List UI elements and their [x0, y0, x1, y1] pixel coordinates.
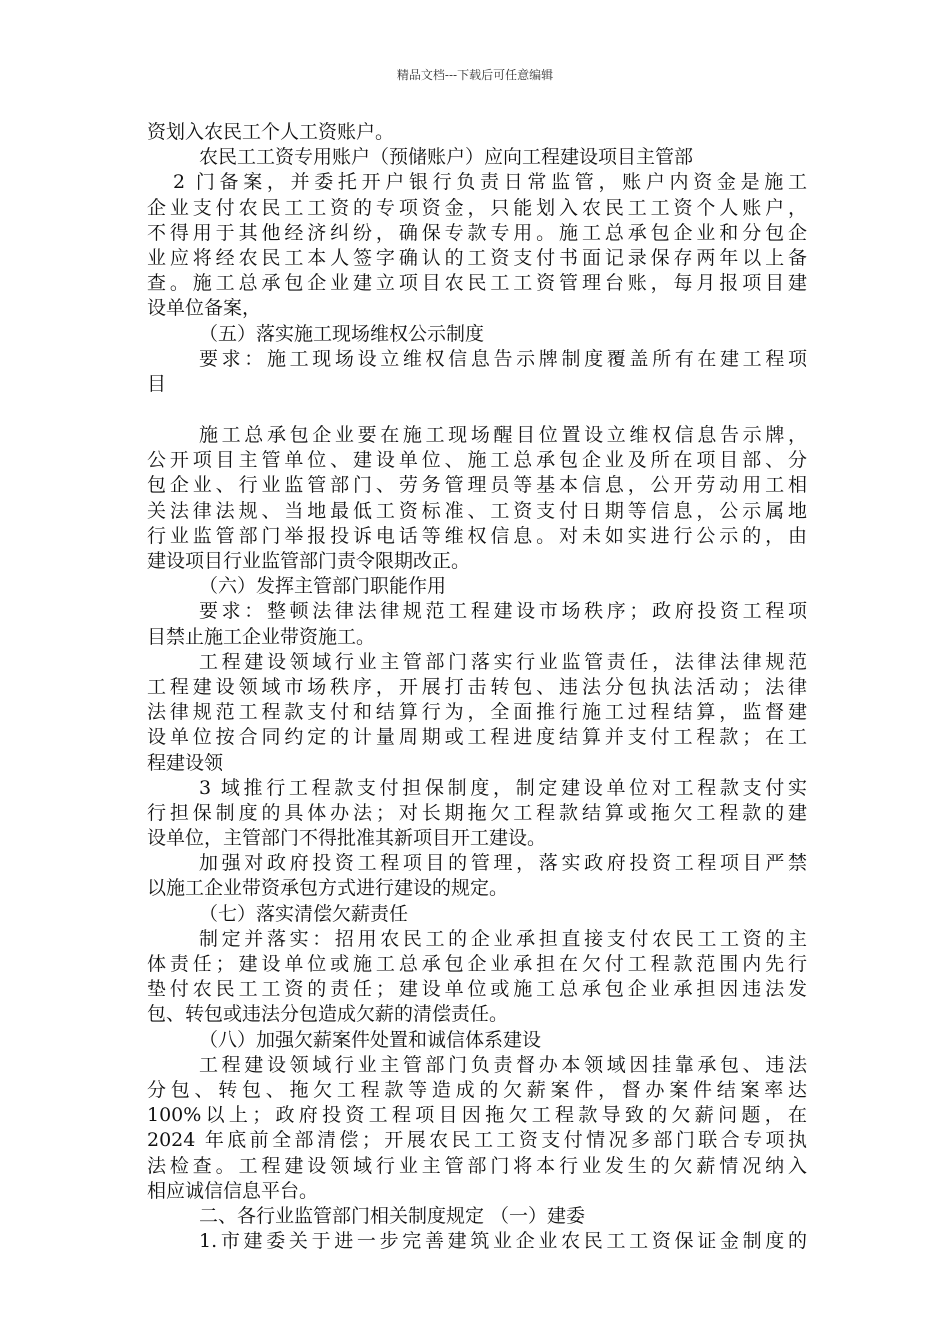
document-body — [147, 120, 807, 1254]
text-line: 查。施工总承包企业建立项目农民工工资管理台账，每月报项目建 — [147, 272, 807, 295]
text-line: 分包、转包、拖欠工程款等造成的欠薪案件，督办案件结案率达 — [147, 1078, 807, 1101]
text-line: （五）落实施工现场维权公示制度 — [199, 322, 485, 345]
text-line: 业应将经农民工本人签字确认的工资支付书面记录保存两年以上备 — [147, 246, 807, 269]
text-line: 加强对政府投资工程项目的管理，落实政府投资工程项目严禁 — [199, 852, 807, 875]
text-line: 1.市建委关于进一步完善建筑业企业农民工工资保证金制度的 — [199, 1230, 807, 1253]
text-line: 行业监管部门举报投诉电话等维权信息。对未如实进行公示的，由 — [147, 524, 807, 547]
text-line: 资划入农民工个人工资账户。 — [147, 121, 395, 143]
text-line: 农民工工资专用账户（预储账户）应向工程建设项目主管部 — [199, 146, 694, 169]
text-line: 建设项目行业监管部门责令限期改正。 — [147, 550, 471, 572]
text-line: 垫付农民工工资的责任；建设单位或施工总承包企业承担因违法发 — [147, 978, 807, 1001]
blank-line — [147, 397, 807, 423]
text-line: 包企业、行业监管部门、劳务管理员等基本信息，公开劳动用工相 — [147, 474, 807, 497]
text-line: 2024 年底前全部清偿；开展农民工工资支付情况多部门联合专项执 — [147, 1129, 807, 1152]
text-line: 法检查。工程建设领域行业主管部门将本行业发生的欠薪情况纳入 — [147, 1154, 807, 1177]
page-header: 精品文档---下载后可任意编辑 — [396, 68, 554, 82]
text-line: 公开项目主管单位、建设单位、施工总承包企业及所在项目部、分 — [147, 449, 807, 472]
text-line: （八）加强欠薪案件处置和诚信体系建设 — [199, 1028, 542, 1051]
text-line: 2 门备案，并委托开户银行负责日常监管，账户内资金是施工 — [173, 171, 807, 194]
text-line: （七）落实清偿欠薪责任 — [199, 902, 409, 925]
text-line: 法律规范工程款支付和结算行为，全面推行施工过程结算，监督建 — [147, 701, 807, 724]
text-line: 体责任；建设单位或施工总承包企业承担在欠付工程款范围内先行 — [147, 953, 807, 975]
text-line: 包、转包或违法分包造成欠薪的清偿责任。 — [147, 1003, 509, 1026]
text-line: （六）发挥主管部门职能作用 — [199, 575, 447, 598]
text-line: 工程建设领域行业主管部门负责督办本领域因挂靠承包、违法 — [199, 1053, 807, 1076]
text-line: 施工总承包企业要在施工现场醒目位置设立维权信息告示牌， — [199, 424, 807, 447]
text-line: 设单位，主管部门不得批准其新项目开工建设。 — [147, 827, 547, 850]
text-line: 3 域推行工程款支付担保制度，制定建设单位对工程款支付实 — [199, 776, 807, 799]
text-line: 制定并落实：招用农民工的企业承担直接支付农民工工资的主 — [199, 927, 807, 950]
text-line: 目禁止施工企业带资施工。 — [147, 625, 376, 648]
text-line: 要求：整顿法律法律规范工程建设市场秩序；政府投资工程项 — [199, 600, 807, 623]
text-line: 目 — [147, 372, 167, 395]
text-line: 二、各行业监管部门相关制度规定 （一）建委 — [199, 1204, 586, 1227]
text-line: 要求：施工现场设立维权信息告示牌制度覆盖所有在建工程项 — [199, 347, 807, 370]
text-line: 工程建设领域行业主管部门落实行业监管责任，法律法律规范 — [199, 650, 807, 673]
text-line: 行担保制度的具体办法；对长期拖欠工程款结算或拖欠工程款的建 — [147, 801, 807, 824]
text-line: 以施工企业带资承包方式进行建设的规定。 — [147, 877, 509, 900]
text-line: 程建设领 — [147, 751, 224, 774]
text-line: 企业支付农民工工资的专项资金，只能划入农民工工资个人账户， — [147, 196, 807, 219]
text-line: 设单位按合同约定的计量周期或工程进度结算并支付工程款；在工 — [147, 726, 807, 749]
text-line: 相应诚信信息平台。 — [147, 1179, 319, 1202]
text-line: 100%以上；政府投资工程项目因拖欠工程款导致的欠薪问题，在 — [147, 1104, 807, 1127]
text-line: 工程建设领域市场秩序，开展打击转包、违法分包执法活动；法律 — [147, 675, 807, 698]
text-line: 设单位备案， — [147, 297, 262, 320]
text-line: 不得用于其他经济纠纷，确保专款专用。施工总承包企业和分包企 — [147, 221, 807, 244]
text-line: 关法律法规、当地最低工资标准、工资支付日期等信息，公示属地 — [147, 499, 807, 522]
